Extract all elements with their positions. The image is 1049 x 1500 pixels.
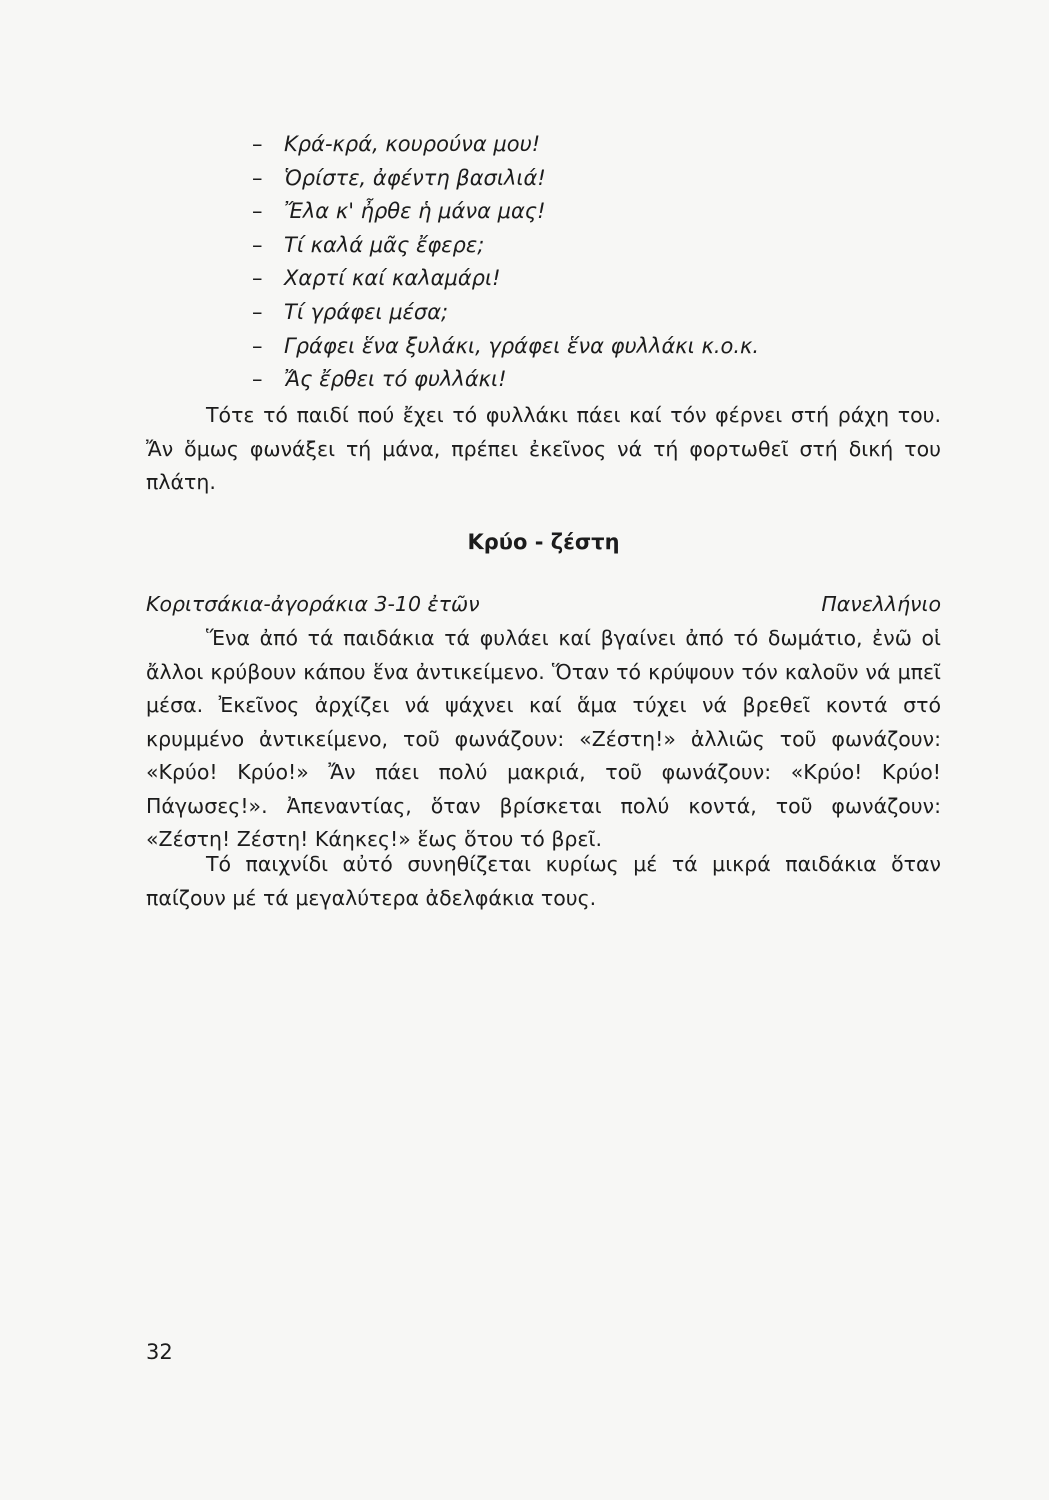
closing-paragraph: Τότε τό παιδί πού ἔχει τό φυλλάκι πάει καί τόν φέρνει στή ράχη του. Ἄν ὅμως φωνάξει τή μάνα, πρέπει ἐκεῖνος νά τή φορτωθεῖ στή δική του πλάτη. <box>146 403 941 494</box>
game-description: Ἕνα ἀπό τά παιδάκια τά φυλάει καί βγαίνει ἀπό τό δωμάτιο, ἐνῶ οἱ ἄλλοι κρύβουν κάπου ἕνα ἀντικείμενο. Ὅταν τό κρύψουν τόν καλοῦν νά μπεῖ μέσα. Ἐκεῖνος ἀρχίζει νά ψάχνει καί ἅμα τύχει νά βρεθεῖ κοντά στό κρυμμένο ἀντικείμενο, τοῦ φωνάζουν: «Ζέστη!» ἀλλιῶς τοῦ φωνάζουν: «Κρύο! Κρύο!» Ἄν πάει πολύ μακριά, τοῦ φωνάζουν: «Κρύο! Κρύο! Πάγωσες!». Ἀπεναντίας, ὅταν βρίσκεται πολύ κοντά, τοῦ φωνάζουν: «Ζέστη! Ζέστη! Κάηκες!» ἕως ὅτου τό βρεῖ. <box>146 626 941 851</box>
dialogue-line: – Ὁρίστε, ἀφέντη βασιλιά! <box>252 165 546 190</box>
dialogue-line: – Ἄς ἔρθει τό φυλλάκι! <box>252 367 507 392</box>
dialogue-line: – Κρά-κρά, κουρούνα μου! <box>252 132 541 156</box>
game-region: Πανελλήνιο <box>821 592 941 616</box>
dialogue-line: – Ἔλα κ' ἦρθε ἡ μάνα μας! <box>252 199 546 224</box>
game-note: Τό παιχνίδι αὐτό συνηθίζεται κυρίως μέ τά μικρά παιδάκια ὅταν παίζουν μέ τά μεγαλύτερα ἀδελφάκια τους. <box>146 852 941 910</box>
game-ages: Κοριτσάκια-ἀγοράκια 3-10 ἐτῶν <box>146 592 480 616</box>
dialogue-block <box>252 128 972 397</box>
page-number: 32 <box>146 1340 173 1364</box>
dialogue-line: – Τί γράφει μέσα; <box>252 299 449 324</box>
dialogue-line: – Χαρτί καί καλαμάρι! <box>252 266 501 291</box>
game-title: Κρύο - ζέστη <box>467 530 620 554</box>
dialogue-line: – Γράφει ἕνα ξυλάκι, γράφει ἕνα φυλλάκι κ.ο.κ. <box>252 333 760 358</box>
game-meta <box>146 592 941 616</box>
dialogue-line: – Τί καλά μᾶς ἔφερε; <box>252 232 485 257</box>
